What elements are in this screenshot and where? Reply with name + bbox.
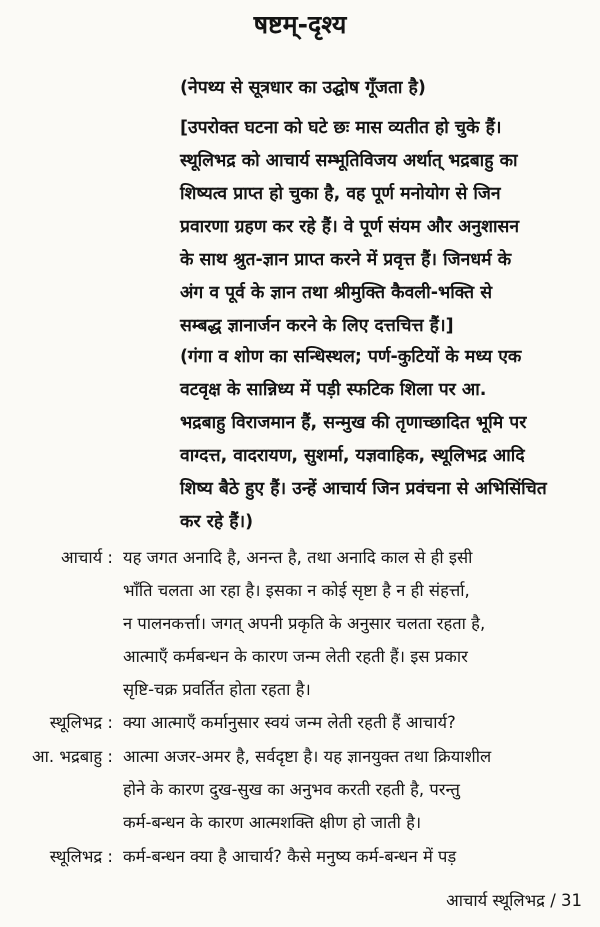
speech-line: आत्माएँ कर्मबन्धन के कारण जन्म लेती रहती हैं। इस प्रकार xyxy=(123,647,468,666)
context-line: शिष्यत्व प्राप्त हो चुका है, वह पूर्ण मनोयोग से जिन xyxy=(180,184,501,204)
speaker-label: आ. भद्रबाहु : xyxy=(32,747,113,766)
context-line: स्थूलिभद्र को आचार्य सम्भूतिविजय अर्थात् भद्रबाहु का xyxy=(180,151,518,171)
speech-line: यह जगत अनादि है, अनन्त है, तथा अनादि काल से ही इसी xyxy=(123,548,473,567)
speech-text xyxy=(123,740,588,839)
speech-line: न पालनकर्त्ता। जगत् अपनी प्रकृति के अनुसार चलता रहता है, xyxy=(123,614,486,633)
speech-line: कर्म-बन्धन के कारण आत्मशक्ति क्षीण हो जाती है। xyxy=(123,813,422,832)
scene-line: वाग्दत्त, वादरायण, सुशर्मा, यज्ञवाहिक, स्थूलिभद्र आदि xyxy=(180,446,525,466)
scene-line: शिष्य बैठे हुए हैं। उन्हें आचार्य जिन प्रवंचना से अभिसिंचित xyxy=(180,479,547,499)
scene-line: कर रहे हैं।) xyxy=(180,512,254,532)
context-paragraph xyxy=(180,112,585,343)
scene-paragraph xyxy=(180,341,585,539)
speaker-label: आचार्य : xyxy=(61,548,113,567)
speech-line: कर्म-बन्धन क्या है आचार्य? कैसे मनुष्य कर्म-बन्धन में पड़ xyxy=(123,847,457,866)
scene-line: भद्रबाहु विराजमान हैं, सन्मुख की तृणाच्छादित भूमि पर xyxy=(180,413,527,433)
context-line: [उपरोक्त घटना को घटे छः मास व्यतीत हो चुके हैं। xyxy=(180,118,502,138)
speaker-label: स्थूलिभद्र : xyxy=(49,713,113,732)
announcement xyxy=(180,72,585,105)
scene-line: वटवृक्ष के सान्निध्य में पड़ी स्फटिक शिला पर आ. xyxy=(180,380,487,400)
context-line: के साथ श्रुत-ज्ञान प्राप्त करने में प्रवृत्त हैं। जिनधर्म के xyxy=(180,250,512,270)
speech-line: क्या आत्माएँ कर्मानुसार स्वयं जन्म लेती रहती हैं आचार्य? xyxy=(123,713,456,732)
speech-line: आत्मा अजर-अमर है, सर्वदृष्टा है। यह ज्ञानयुक्त तथा क्रियाशील xyxy=(123,747,492,766)
scene-title: षष्टम्-दृश्य xyxy=(253,10,347,39)
speech-line: होने के कारण दुख-सुख का अनुभव करती रहती है, परन्तु xyxy=(123,780,460,799)
speaker-label: स्थूलिभद्र : xyxy=(49,847,113,866)
context-line: सम्बद्ध ज्ञानार्जन करने के लिए दत्तचित्त हैं।] xyxy=(180,316,454,336)
announcement-line: (नेपथ्य से सूत्रधार का उद्घोष गूँजता है) xyxy=(180,78,426,98)
page-footer: आचार्य स्थूलिभद्र / 31 xyxy=(446,891,582,910)
context-line: अंग व पूर्व के ज्ञान तथा श्रीमुक्ति कैवली-भक्ति से xyxy=(180,283,493,303)
speech-text xyxy=(123,541,588,706)
speech-text xyxy=(123,706,588,739)
speech-line: सृष्टि-चक्र प्रवर्तित होता रहता है। xyxy=(123,680,311,699)
context-line: प्रवारणा ग्रहण कर रहे हैं। वे पूर्ण संयम और अनुशासन xyxy=(180,217,520,237)
speech-line: भाँति चलता आ रहा है। इसका न कोई सृष्टा है न ही संहर्त्ता, xyxy=(123,581,470,600)
speech-text xyxy=(123,840,588,873)
scene-line: (गंगा व शोण का सन्धिस्थल; पर्ण-कुटियों के मध्य एक xyxy=(180,347,522,367)
